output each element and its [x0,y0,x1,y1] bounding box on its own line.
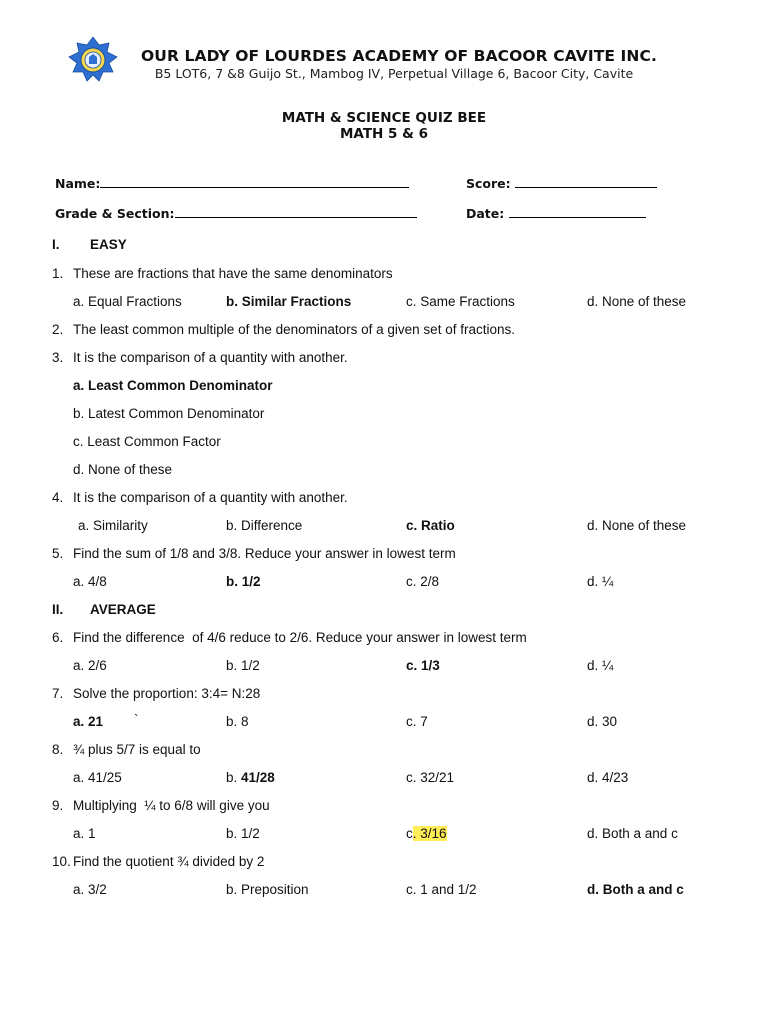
highlighted-answer: . 3/16 [412,826,447,841]
option-d: d. ¼ [587,658,614,673]
option-c: c. 1/3 [406,658,440,673]
option-c: c. 2/8 [406,574,440,589]
name-field[interactable] [55,175,409,193]
section-number-easy: I. [52,237,60,252]
date-line[interactable] [509,205,646,218]
section-number-average: II. [52,602,64,617]
option-c: c. 1 and 1/2 [406,882,477,897]
question-number: 6. [52,630,64,645]
option-c: c. Same Fractions [406,294,515,309]
option-b: b. 1/2 [226,574,261,589]
quiz-subtitle: MATH 5 & 6 [339,126,428,142]
question-text: It is the comparison of a quantity with another. [73,350,348,365]
option-a: a. Similarity [78,518,148,533]
section-title-easy: EASY [90,237,127,252]
option-d: d. ¼ [587,574,614,589]
school-logo [60,37,126,83]
question-text: Multiplying ¼ to 6/8 will give you [73,798,270,813]
option-d: d. 4/23 [587,770,629,785]
option-b: b. 1/2 [226,658,260,673]
name-label: Name: [55,176,101,191]
question-text: Solve the proportion: 3:4= N:28 [73,686,261,701]
question-number: 8. [52,742,64,757]
question-number: 7. [52,686,64,701]
question-text: Find the sum of 1/8 and 3/8. Reduce your answer in lowest term [73,546,456,561]
grade-section-line[interactable] [175,205,417,218]
question-text: The least common multiple of the denominators of a given set of fractions. [73,322,515,337]
option-b [226,770,275,785]
option-c [406,826,447,841]
option-a: a. 4/8 [73,574,107,589]
option-b: b. Preposition [226,882,309,897]
question-number: 4. [52,490,64,505]
option-c: c. 32/21 [406,770,455,785]
question-text: Find the difference of 4/6 reduce to 2/6. Reduce your answer in lowest term [73,630,527,645]
question-number: 5. [52,546,64,561]
option-a: a. Equal Fractions [73,294,182,309]
school-address: B5 LOT6, 7 &8 Guijo St., Mambog IV, Perpetual Village 6, Bacoor City, Cavite [154,66,634,81]
section-title-average: AVERAGE [90,602,156,617]
question-text: These are fractions that have the same denominators [73,266,393,281]
option-d: d. None of these [73,462,173,477]
quiz-title: MATH & SCIENCE QUIZ BEE [281,110,487,126]
name-line[interactable] [100,175,409,188]
option-b: b. 1/2 [226,826,260,841]
score-field[interactable] [466,175,657,193]
option-c-letter: c [406,826,413,841]
option-d: d. Both a and c [587,826,678,841]
option-a: a. 1 [73,826,96,841]
option-a: a. 21 [73,714,104,729]
option-d: d. None of these [587,294,687,309]
option-c: c. Least Common Factor [73,434,221,449]
option-d: d. 30 [587,714,618,729]
option-d: d. Both a and c [587,882,684,897]
question-number: 9. [52,798,64,813]
date-label: Date: [466,206,505,221]
option-c: c. Ratio [406,518,455,533]
question-number: 3. [52,350,64,365]
question-number: 1. [52,266,64,281]
question-text: Find the quotient ¾ divided by 2 [73,854,265,869]
stray-mark: ` [134,712,139,727]
option-a: a. 41/25 [73,770,122,785]
option-b: b. Latest Common Denominator [73,406,265,421]
score-label: Score: [466,176,511,191]
question-number: 10. [52,854,71,869]
option-c: c. 7 [406,714,428,729]
option-b: b. 8 [226,714,249,729]
option-b-letter: b. [226,770,238,785]
option-d: d. None of these [587,518,687,533]
question-text: It is the comparison of a quantity with another. [73,490,348,505]
option-b: b. Difference [226,518,303,533]
option-a: a. 3/2 [73,882,107,897]
question-number: 2. [52,322,64,337]
option-a: a. Least Common Denominator [73,378,273,393]
option-b-value: 41/28 [241,770,275,785]
school-name: OUR LADY OF LOURDES ACADEMY OF BACOOR CAVITE INC. [141,47,657,65]
option-b: b. Similar Fractions [226,294,352,309]
date-field[interactable] [466,205,646,223]
option-a: a. 2/6 [73,658,107,673]
score-line[interactable] [515,175,657,188]
grade-section-field[interactable] [55,205,417,223]
question-text: ¾ plus 5/7 is equal to [73,742,201,757]
grade-section-label: Grade & Section: [55,206,175,221]
